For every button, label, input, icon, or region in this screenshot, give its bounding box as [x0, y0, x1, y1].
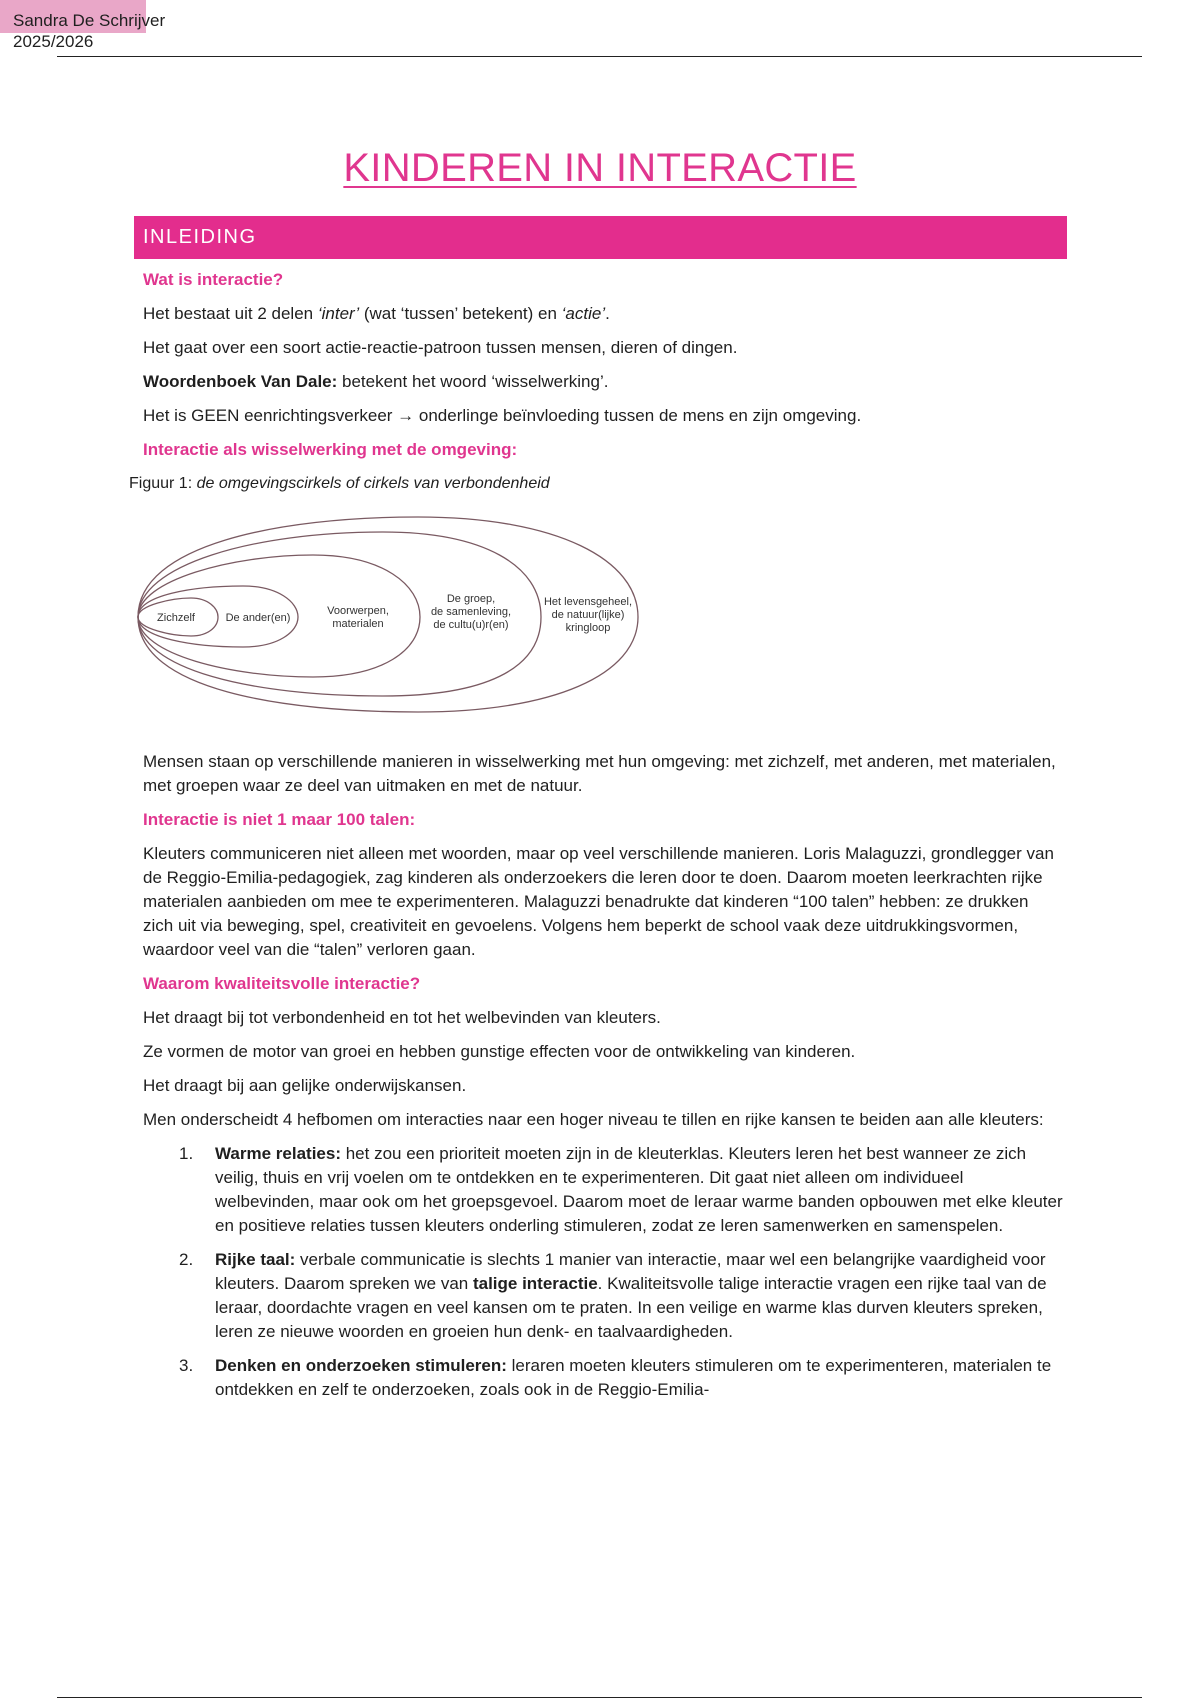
- hefbomen-list: [143, 1142, 1063, 1402]
- heading-wat-is-interactie: Wat is interactie?: [143, 270, 284, 289]
- paragraph-verbondenheid: Het draagt bij tot verbondenheid en tot het welbevinden van kleuters.: [143, 1008, 661, 1027]
- footer-rule: [57, 1697, 1142, 1698]
- paragraph-motor-groei: Ze vormen de motor van groei en hebben gunstige effecten voor de ontwikkeling van kinderen.: [143, 1042, 856, 1061]
- list-item: 1. Warme relaties: het zou een prioriteit moeten zijn in de kleuterklas. Kleuters leren het best wanneer ze zich veilig, thuis en vrij voelen om te ontdekken en te experimenteren. Dit gaat niet alleen om individueel welbevinden, maar ook om het groepsgevoel. Daarom moet de leraar warme banden opbouwen met elke kleuter en positieve relaties tussen kleuters onderling stimuleren, zodat ze leren samenwerken en samenspelen.: [179, 1144, 1063, 1235]
- circles-svg: [133, 510, 653, 740]
- label-levensgeheel-2: de natuur(lijke): [551, 609, 625, 621]
- author-name: Sandra De Schrijver: [13, 10, 165, 31]
- label-zichzelf: Zichzelf: [157, 612, 195, 624]
- label-groep-1: De groep,: [446, 593, 496, 605]
- label-levensgeheel-1: Het levensgeheel,: [543, 596, 633, 608]
- heading-waarom-kwaliteit: Waarom kwaliteitsvolle interactie?: [143, 974, 421, 993]
- document-body: [129, 268, 1063, 1412]
- paragraph-delen: Het bestaat uit 2 delen ‘inter’ (wat ‘tussen’ betekent) en ‘actie’.: [143, 304, 610, 323]
- page-title: KINDEREN IN INTERACTIE: [343, 146, 857, 190]
- paragraph-geen-eenrichting: Het is GEEN eenrichtingsverkeer → onderlinge beïnvloeding tussen de mens en zijn omgeving.: [143, 406, 862, 425]
- page-header: [13, 10, 165, 52]
- heading-wisselwerking: Interactie als wisselwerking met de omgeving:: [143, 440, 518, 459]
- paragraph-wisselwerking-omgeving: Mensen staan op verschillende manieren in wisselwerking met hun omgeving: met zichzelf, met anderen, met materialen, met groepen waar ze deel van uitmaken en met de natuur.: [143, 752, 1056, 795]
- paragraph-actie-reactie: Het gaat over een soort actie-reactie-patroon tussen mensen, dieren of dingen.: [143, 338, 738, 357]
- header-rule: [57, 56, 1142, 57]
- figure-caption: Figuur 1: de omgevingscirkels of cirkels van verbondenheid: [129, 475, 550, 492]
- paragraph-malaguzzi: Kleuters communiceren niet alleen met woorden, maar op veel verschillende manieren. Loris Malaguzzi, grondlegger van de Reggio-Emilia-pedagogiek, zag kinderen als onderzoekers die leren door te doen. Daarom moeten leerkrachten rijke materialen aanbieden om mee te experimenteren. Malaguzzi benadrukte dat kinderen “100 talen” hebben: ze drukken zich uit via beweging, spel, creativiteit en gevoelens. Volgens hem beperkt de school vaak deze uitdrukkingsvormen, waardoor veel van die “talen” verloren gaan.: [143, 844, 1054, 959]
- school-year: 2025/2026: [13, 32, 94, 51]
- label-voorwerpen-2: materialen: [332, 618, 384, 630]
- environment-circles-diagram: [133, 510, 653, 740]
- label-de-anderen: De ander(en): [225, 612, 291, 624]
- label-voorwerpen-1: Voorwerpen,: [327, 605, 389, 617]
- paragraph-van-dale: Woordenboek Van Dale: betekent het woord ‘wisselwerking’.: [143, 372, 609, 391]
- label-groep-2: de samenleving,: [430, 606, 512, 618]
- label-groep-3: de cultu(u)r(en): [433, 619, 509, 631]
- paragraph-hefbomen: Men onderscheidt 4 hefbomen om interacties naar een hoger niveau te tillen en rijke kansen te beiden aan alle kleuters:: [143, 1110, 1044, 1129]
- list-item: 3. Denken en onderzoeken stimuleren: leraren moeten kleuters stimuleren om te experimenteren, materialen te ontdekken en zelf te onderzoeken, zoals ook in de Reggio-Emilia-: [179, 1356, 1052, 1399]
- list-item: 2. Rijke taal: verbale communicatie is slechts 1 manier van interactie, maar wel een belangrijke vaardigheid voor kleuters. Daarom spreken we van talige interactie. Kwaliteitsvolle talige interactie vragen een rijke taal van de leraar, doordachte vragen en veel kansen om te praten. In een veilige en warme klas durven kleuters spreken, leren ze nieuwe woorden en groeien hun denk- en taalvaardigheden.: [179, 1250, 1047, 1341]
- section-banner: INLEIDING: [134, 216, 1067, 259]
- heading-100-talen: Interactie is niet 1 maar 100 talen:: [143, 810, 416, 829]
- paragraph-onderwijskansen: Het draagt bij aan gelijke onderwijskansen.: [143, 1076, 467, 1095]
- label-levensgeheel-3: kringloop: [565, 622, 611, 634]
